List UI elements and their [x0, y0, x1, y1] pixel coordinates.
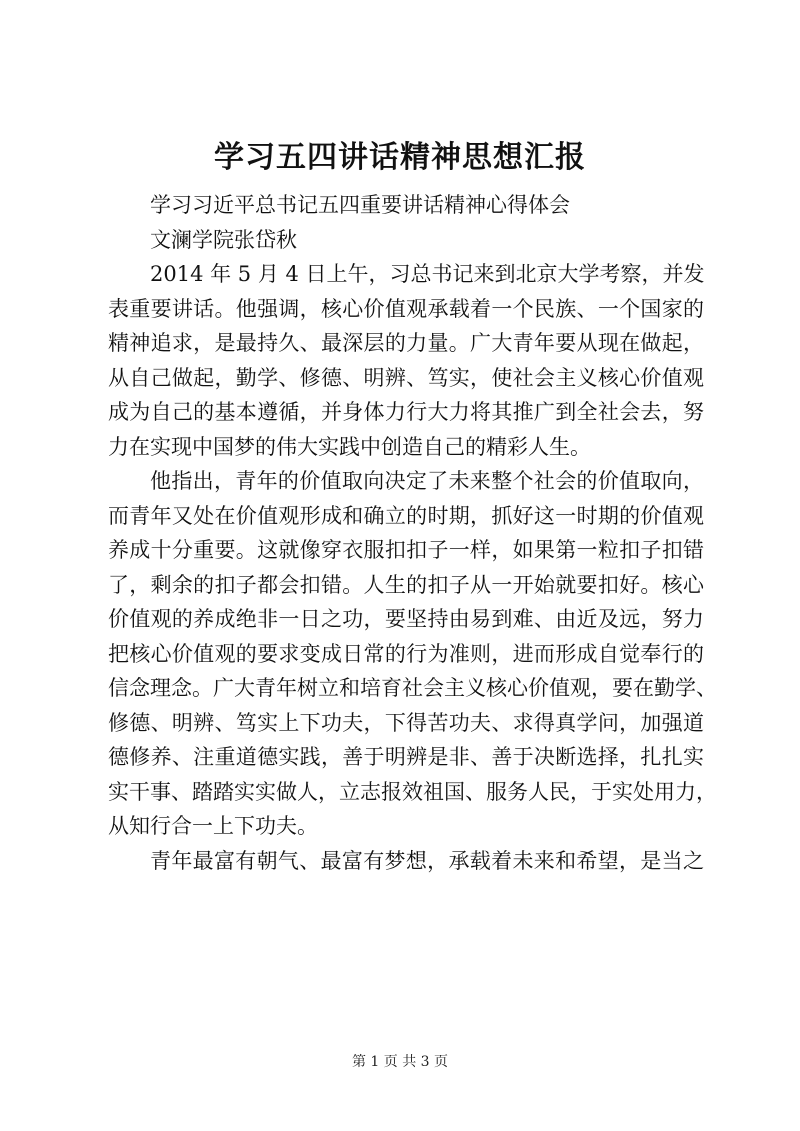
paragraph-2-line-6: 把核心价值观的要求变成日常的行为准则，进而形成自觉奉行的 [108, 641, 704, 666]
paragraph-1-line-5: 成为自己的基本遵循，并身体力行大力将其推广到全社会去，努 [108, 400, 704, 424]
paragraph-1-line-2: 表重要讲话。他强调，核心价值观承载着一个民族、一个国家的 [108, 296, 704, 321]
paragraph-1-line-1: 2014 年 5 月 4 日上午，习总书记来到北京大学考察，并发 [150, 262, 705, 286]
paragraph-1-line-6: 力在实现中国梦的伟大实践中创造自己的精彩人生。 [108, 434, 591, 459]
paragraph-2-line-2: 而青年又处在价值观形成和确立的时期，抓好这一时期的价值观 [108, 503, 704, 528]
paragraph-2-line-4: 了，剩余的扣子都会扣错。人生的扣子从一开始就要扣好。核心 [108, 572, 704, 597]
paragraph-2-line-11: 从知行合一上下功夫。 [108, 814, 318, 838]
subtitle-line: 学习习近平总书记五四重要讲话精神心得体会 [150, 193, 570, 217]
paragraph-2-line-1: 他指出，青年的价值取向决定了未来整个社会的价值取向， [150, 469, 704, 493]
paragraph-1-line-4: 从自己做起，勤学、修德、明辨、笃实，使社会主义核心价值观 [108, 365, 704, 390]
paragraph-2-line-8: 修德、明辨、笃实上下功夫，下得苦功夫、求得真学问，加强道 [108, 710, 704, 735]
paragraph-1-line-3: 精神追求，是最持久、最深层的力量。广大青年要从现在做起， [108, 331, 704, 355]
paragraph-2-line-9: 德修养、注重道德实践，善于明辨是非、善于决断选择，扎扎实 [108, 745, 704, 769]
document-title: 学习五四讲话精神思想汇报 [214, 140, 586, 175]
paragraph-2-line-10: 实干事、踏踏实实做人，立志报效祖国、服务人民，于实处用力， [108, 779, 717, 804]
page-footer: 第 1 页 共 3 页 [351, 1054, 449, 1070]
paragraph-2-line-3: 养成十分重要。这就像穿衣服扣扣子一样，如果第一粒扣子扣错 [108, 538, 704, 562]
paragraph-2-line-5: 价值观的养成绝非一日之功，要坚持由易到难、由近及远，努力 [108, 607, 704, 631]
author-line: 文澜学院张岱秋 [150, 227, 297, 252]
paragraph-2-line-7: 信念理念。广大青年树立和培育社会主义核心价值观，要在勤学、 [108, 676, 717, 700]
paragraph-3-line-1: 青年最富有朝气、最富有梦想，承载着未来和希望，是当之 [150, 848, 704, 873]
document-body [108, 188, 717, 878]
